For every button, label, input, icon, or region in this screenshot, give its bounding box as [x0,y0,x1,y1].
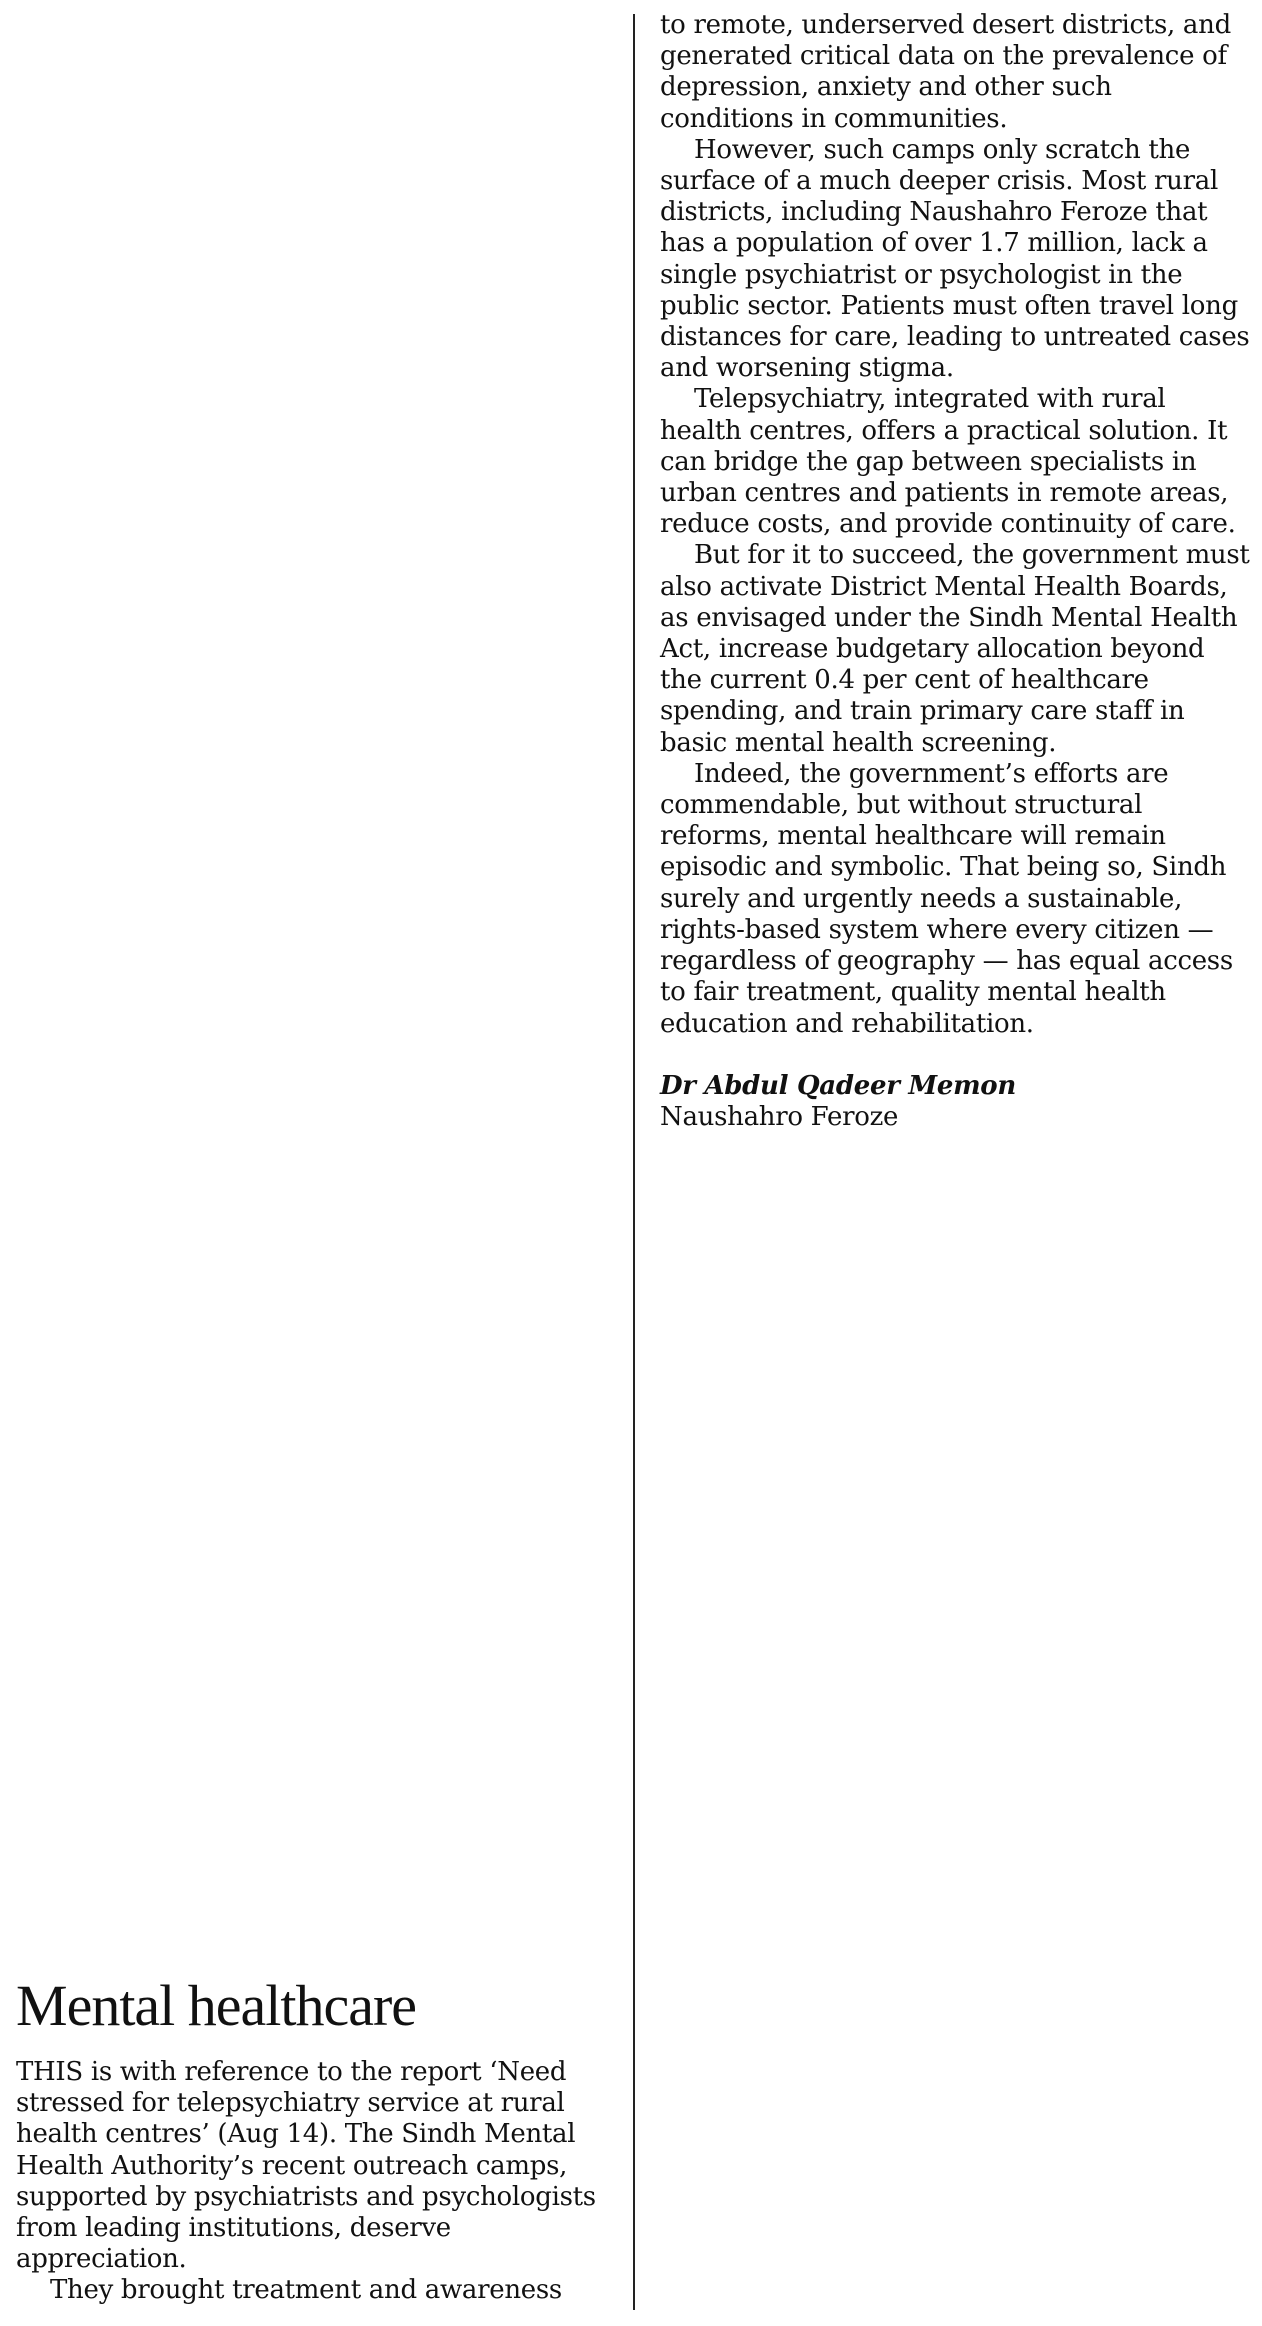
right-paragraph-3: Telepsychiatry, integrated with rural health centres, offers a practical solution. It can bridge the gap between specialists in urban centres and patients in remote areas, reduce costs, and provide continuity of care. [660,384,1236,540]
left-paragraph-2: They brought treatment and awareness [50,2275,562,2306]
author-location: Naushahro Feroze [660,1101,899,1132]
signature-block [660,1071,1250,1133]
left-paragraph-1: THIS is with reference to the report ‘Need stressed for telepsychiatry service at rural health centres’ (Aug 14). The Sindh Mental Health Authority’s recent outreach camps, supported by psychiatrists and psychologists from leading institutions, deserve appreciation. [16,2057,596,2275]
letter-headline: Mental healthcare [16,1973,417,2038]
author-name: Dr Abdul Qadeer Memon [660,1070,1016,1101]
right-paragraph-2: However, such camps only scratch the surface of a much deeper crisis. Most rural districts, including Naushahro Feroze that has a population of over 1.7 million, lack a single psychiatrist or psychologist in the public sector. Patients must often travel long distances for care, leading to untreated cases and worsening stigma. [660,134,1250,384]
right-column [660,10,1250,1133]
right-paragraph-4: But for it to succeed, the government must also activate District Mental Health Boards, as envisaged under the Sindh Mental Health Act, increase budgetary allocation beyond the current 0.4 per cent of healthcare spending, and train primary care staff in basic mental health screening. [660,540,1250,758]
right-paragraph-5: Indeed, the government’s efforts are commendable, but without structural reforms, mental healthcare will remain episodic and symbolic. That being so, Sindh surely and urgently needs a sustainable, rights-based system where every citizen — regardless of geography — has equal access to fair treatment, quality mental health education and rehabilitation. [660,758,1233,1039]
right-paragraph-1: to remote, underserved desert districts, and generated critical data on the prevalence of depression, anxiety and other such conditions in communities. [660,10,1231,134]
left-column [16,2057,616,2307]
column-divider [633,14,635,2310]
